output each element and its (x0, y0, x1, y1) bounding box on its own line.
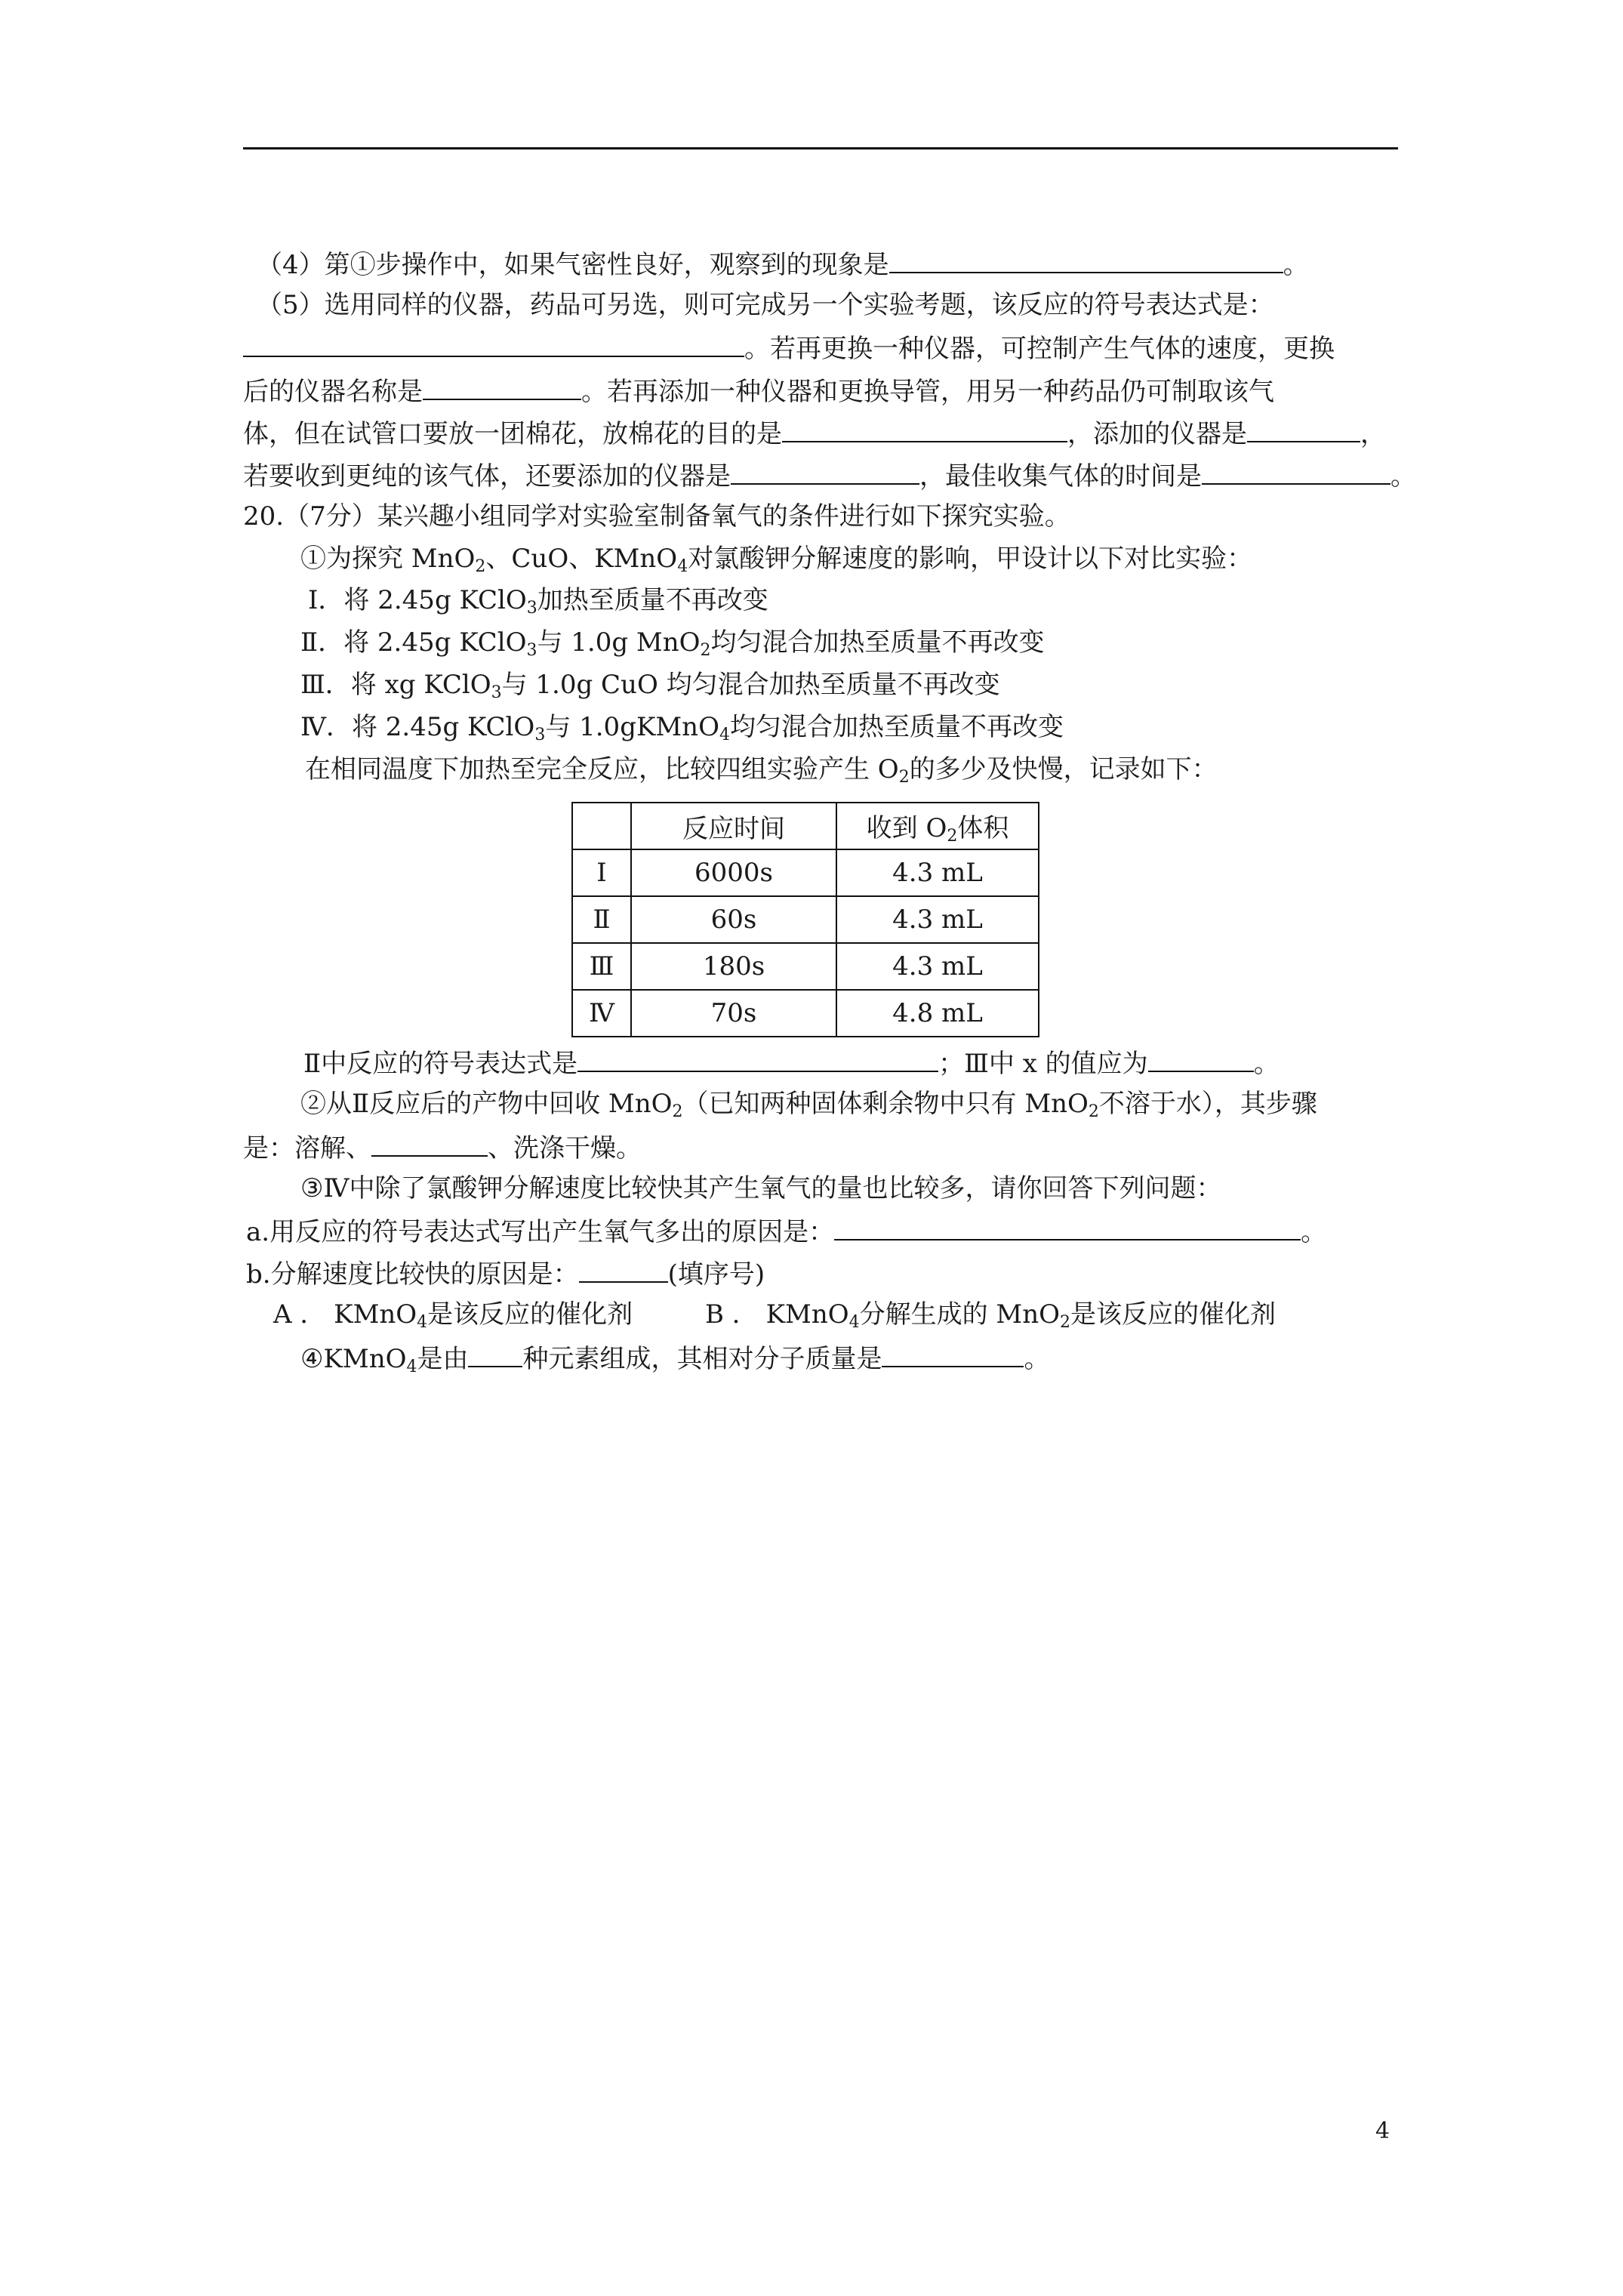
results-table (571, 802, 1039, 1037)
comparison-intro: 在相同温度下加热至完全反应，比较四组实验产生 $O_2$的多少及快慢，记录如下： (305, 754, 1218, 787)
q20-question-b: b.分解速度比较快的原因是： (填序号) (246, 1256, 765, 1291)
table-header-volume: 收到 $O_2$体积 (836, 803, 1039, 849)
answer-blank[interactable] (468, 1340, 522, 1367)
experiment-4: Ⅳ．将 2.45g KClO$_3$与 1.0gKMnO$_4$均匀混合加热至质量不再改变 (300, 712, 1064, 744)
experiment-2: Ⅱ．将 2.45g KClO$_3$与 1.0g MnO$_2$均匀混合加热至质量不再改变 (300, 627, 1045, 660)
row-volume: 4.3 mL (836, 849, 1039, 896)
q20-title: 20.（7分）某兴趣小组同学对实验室制备氧气的条件进行如下探究实验。 (243, 501, 1070, 532)
q20-question-a: a.用反应的符号表达式写出产生氧气多出的原因是： 。 (246, 1213, 1326, 1249)
answer-blank[interactable] (579, 1256, 668, 1283)
row-volume: 4.3 mL (836, 896, 1039, 943)
q20-step4: ④KMnO$_4$是由 种元素组成，其相对分子质量是 。 (300, 1340, 1049, 1384)
q20-step3: ③Ⅳ中除了氯酸钾分解速度比较快其产生氧气的量也比较多，请你回答下列问题： (300, 1173, 1222, 1203)
answer-blank[interactable] (1148, 1045, 1254, 1072)
table-header-time: 反应时间 (631, 803, 836, 849)
q20-option-a: A ． KMnO$_4$是该反应的催化剂 (273, 1299, 633, 1332)
answer-blank[interactable] (577, 1045, 938, 1072)
answer-blank[interactable] (889, 246, 1283, 273)
answer-blank[interactable] (371, 1130, 488, 1157)
page-number: 4 (1375, 2118, 1390, 2144)
table-header-row (572, 803, 1039, 849)
answer-blank[interactable] (731, 458, 919, 485)
q19-part5-line2: 。若再更换一种仪器，可控制产生气体的速度，更换 (243, 330, 1335, 365)
row-label: Ⅲ (572, 943, 631, 990)
row-label: Ⅱ (572, 896, 631, 943)
q19-part5-line1: （5）选用同样的仪器，药品可另选，则可完成另一个实验考题，该反应的符号表达式是： (257, 290, 1274, 320)
table-row (572, 943, 1039, 990)
answer-blank[interactable] (1247, 415, 1360, 442)
row-label: Ⅰ (572, 849, 631, 896)
experiment-1: Ⅰ．将 2.45g KClO$_3$加热至质量不再改变 (308, 585, 768, 618)
experiment-3: Ⅲ．将 xg KClO$_3$与 1.0g CuO 均匀混合加热至质量不再改变 (300, 670, 1000, 702)
answer-blank[interactable] (423, 373, 581, 400)
q20-step2-line2: 是：溶解、 、洗涤干燥。 (243, 1130, 642, 1165)
row-time: 180s (631, 943, 836, 990)
q20-option-b: B ． KMnO$_4$分解生成的 MnO$_2$是该反应的催化剂 (705, 1299, 1276, 1332)
answer-blank[interactable] (882, 1340, 1024, 1367)
q19-part5-line3: 后的仪器名称是 。若再添加一种仪器和更换导管，用另一种药品仍可制取该气 (243, 373, 1274, 408)
row-time: 70s (631, 990, 836, 1037)
q19-part4: （4）第①步操作中，如果气密性良好，观察到的现象是 。 (257, 246, 1309, 282)
row-volume: 4.3 mL (836, 943, 1039, 990)
answer-blank[interactable] (1202, 458, 1390, 485)
q20-step2: ②从Ⅱ反应后的产物中回收 MnO$_2$（已知两种固体剩余物中只有 MnO$_2$不溶于水），其步骤 (300, 1089, 1317, 1121)
q19-part5-line4: 体，但在试管口要放一团棉花，放棉花的目的是 ，添加的仪器是 ， (243, 415, 1386, 451)
table-row (572, 849, 1039, 896)
answer-blank[interactable] (243, 330, 744, 357)
table-header-blank (572, 803, 631, 849)
row-time: 6000s (631, 849, 836, 896)
row-time: 60s (631, 896, 836, 943)
row-label: Ⅳ (572, 990, 631, 1037)
table-row (572, 990, 1039, 1037)
q19-part5-line5: 若要收到更纯的该气体，还要添加的仪器是 ，最佳收集气体的时间是 。 (243, 458, 1416, 493)
header-rule (243, 147, 1398, 149)
row-volume: 4.8 mL (836, 990, 1039, 1037)
q20-step1: ①为探究 MnO$_2$、CuO、KMnO$_4$对氯酸钾分解速度的影响，甲设计以下对比实验： (300, 544, 1253, 576)
answer-blank[interactable] (782, 415, 1067, 442)
table-row (572, 896, 1039, 943)
answer-blank[interactable] (834, 1213, 1301, 1240)
q20-ii-expression: Ⅱ中反应的符号表达式是 ；Ⅲ中 x 的值应为 。 (303, 1045, 1280, 1080)
